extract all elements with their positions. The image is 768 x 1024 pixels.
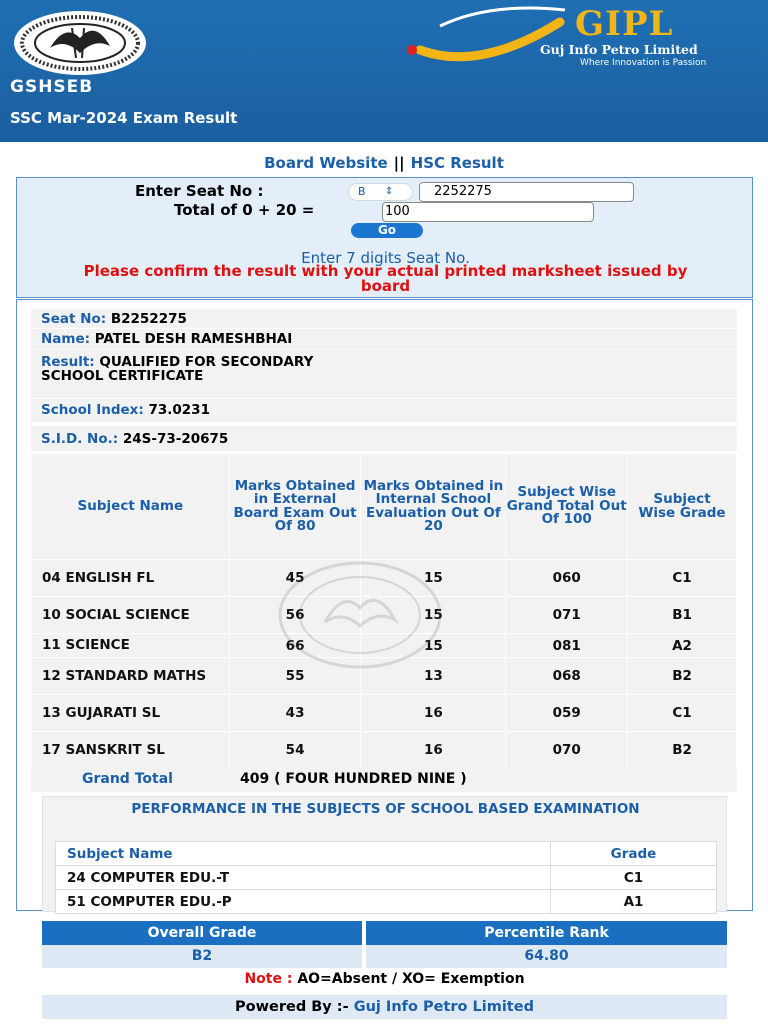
table-row [32, 634, 737, 658]
note-text: AO=Absent / XO= Exemption [297, 971, 525, 987]
col-internal-marks: Marks Obtained in Internal School Evaluation Out Of 20 [361, 454, 506, 560]
total-cell: 059 [506, 695, 628, 732]
external-cell: 45 [229, 560, 361, 597]
page-header [0, 0, 768, 142]
percentile-rank-label: Percentile Rank [366, 921, 727, 945]
subject-cell: 13 GUJARATI SL [32, 695, 230, 732]
hsc-result-link[interactable]: HSC Result [410, 154, 504, 172]
marks-header-row [32, 454, 737, 560]
table-row [32, 695, 737, 732]
board-website-link[interactable]: Board Website [264, 154, 388, 172]
powered-by-bar [42, 995, 727, 1019]
internal-cell: 15 [361, 560, 506, 597]
result-label: Result: [41, 354, 95, 370]
absent-note [42, 971, 727, 987]
school-index-label: School Index: [41, 402, 144, 418]
total-cell: 071 [506, 597, 628, 634]
sb-grade-cell: A1 [551, 890, 717, 914]
internal-cell: 16 [361, 732, 506, 769]
subject-cell: 12 STANDARD MATHS [32, 658, 230, 695]
table-row [56, 866, 717, 890]
sb-subject-cell: 24 COMPUTER EDU.-T [56, 866, 551, 890]
external-cell: 66 [229, 634, 361, 658]
school-based-header-row [56, 842, 717, 866]
school-based-panel [42, 796, 727, 912]
confirm-warning: Please confirm the result with your actual printed marksheet issued by board [83, 262, 688, 295]
captcha-label: Total of 0 + 20 = [174, 201, 315, 219]
col-grade: Subject Wise Grade [628, 454, 737, 560]
seat-no-value: B2252275 [110, 311, 187, 327]
result-row [31, 350, 737, 399]
table-row [32, 560, 737, 597]
marks-table [31, 453, 737, 769]
series-value: B [358, 185, 366, 198]
sb-col-subject: Subject Name [56, 842, 551, 866]
powered-by-link[interactable]: Guj Info Petro Limited [353, 999, 534, 1015]
external-cell: 54 [229, 732, 361, 769]
seat-no-label: Seat No: [41, 311, 107, 327]
grade-cell: C1 [628, 695, 737, 732]
seat-label: Enter Seat No : [135, 182, 264, 200]
top-links [0, 154, 768, 172]
grand-total-row [31, 768, 737, 792]
chevron-updown-icon: ⇕ [385, 186, 394, 197]
internal-cell: 16 [361, 695, 506, 732]
board-name: GSHSEB [10, 77, 94, 97]
sid-label: S.I.D. No.: [41, 431, 119, 447]
seat-hint: Enter 7 digits Seat No. [301, 249, 470, 267]
subject-cell: 17 SANSKRIT SL [32, 732, 230, 769]
school-based-table [55, 841, 717, 914]
name-label: Name: [41, 331, 91, 347]
captcha-input[interactable]: 100 [382, 202, 594, 222]
grand-total-label: Grand Total [82, 771, 173, 787]
subject-cell: 10 SOCIAL SCIENCE [32, 597, 230, 634]
internal-cell: 15 [361, 597, 506, 634]
total-cell: 081 [506, 634, 628, 658]
exam-title: SSC Mar-2024 Exam Result [10, 109, 238, 127]
gipl-company-name: Guj Info Petro Limited [540, 42, 698, 57]
grade-cell: A2 [628, 634, 737, 658]
school-index-value: 73.0231 [148, 402, 210, 418]
series-select[interactable] [348, 183, 413, 201]
link-separator: || [393, 154, 405, 172]
sid-row [31, 426, 737, 452]
external-cell: 56 [229, 597, 361, 634]
sb-col-grade: Grade [551, 842, 717, 866]
overall-grade-label: Overall Grade [42, 921, 362, 945]
subject-cell: 11 SCIENCE [32, 634, 230, 658]
total-cell: 070 [506, 732, 628, 769]
go-button[interactable]: Go [351, 223, 423, 238]
seat-row [31, 309, 737, 329]
internal-cell: 15 [361, 634, 506, 658]
student-name: PATEL DESH RAMESHBHAI [94, 331, 293, 347]
percentile-rank-value: 64.80 [366, 945, 727, 968]
grade-cell: B1 [628, 597, 737, 634]
powered-by-label: Powered By :- [235, 999, 349, 1015]
total-cell: 060 [506, 560, 628, 597]
sb-grade-cell: C1 [551, 866, 717, 890]
note-label: Note : [244, 971, 293, 987]
grade-cell: B2 [628, 658, 737, 695]
overall-grade-value: B2 [42, 945, 362, 968]
external-cell: 43 [229, 695, 361, 732]
sid-value: 24S-73-20675 [122, 431, 229, 447]
sb-subject-cell: 51 COMPUTER EDU.-P [56, 890, 551, 914]
external-cell: 55 [229, 658, 361, 695]
board-emblem-icon [10, 8, 150, 78]
name-row [31, 329, 737, 350]
table-row [32, 597, 737, 634]
table-row [32, 732, 737, 769]
school-based-title: PERFORMANCE IN THE SUBJECTS OF SCHOOL BASED EXAMINATION [131, 801, 640, 817]
subject-cell: 04 ENGLISH FL [32, 560, 230, 597]
table-row [56, 890, 717, 914]
grade-cell: B2 [628, 732, 737, 769]
grand-total-value: 409 ( FOUR HUNDRED NINE ) [240, 771, 467, 787]
result-value: QUALIFIED FOR SECONDARY SCHOOL CERTIFICATE [41, 354, 314, 384]
grade-cell: C1 [628, 560, 737, 597]
gipl-tagline: Where Innovation is Passion [580, 58, 707, 68]
seat-number-input[interactable]: 2252275 [419, 182, 634, 202]
col-subject-name: Subject Name [32, 454, 230, 560]
gipl-logo-text: GIPL [575, 4, 674, 44]
col-external-marks: Marks Obtained in External Board Exam Out Of 80 [229, 454, 361, 560]
col-grand-total: Subject Wise Grand Total Out Of 100 [506, 454, 628, 560]
seat-search-form [16, 177, 753, 298]
overall-panel [42, 921, 727, 1021]
internal-cell: 13 [361, 658, 506, 695]
total-cell: 068 [506, 658, 628, 695]
school-index-row [31, 399, 737, 423]
table-row [32, 658, 737, 695]
